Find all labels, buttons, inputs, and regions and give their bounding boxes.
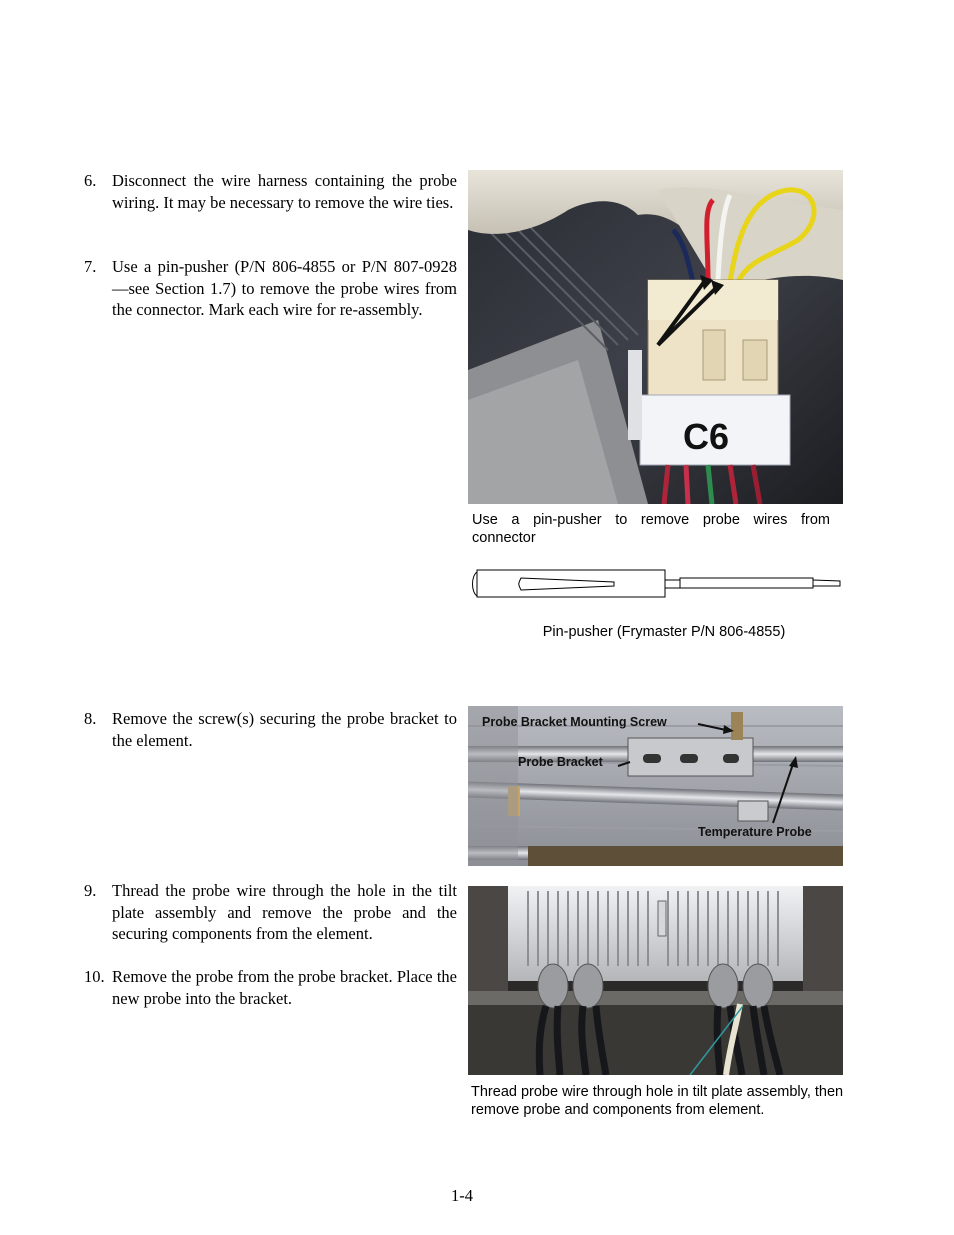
step-text: Remove the screw(s) securing the probe bracket to the element. (112, 709, 457, 750)
page-number: 1-4 (451, 1186, 473, 1205)
step-8 (84, 708, 457, 751)
step-9 (84, 880, 457, 945)
step-6 (84, 170, 457, 213)
probe-bracket-label: Probe Bracket (518, 755, 603, 769)
connector-label: C6 (683, 416, 730, 457)
step-text: Disconnect the wire harness containing the probe wiring. It may be necessary to remove the wire ties. (112, 171, 457, 212)
step-text: Thread the probe wire through the hole in the tilt plate assembly and remove the probe and the securing components from the element. (112, 881, 457, 944)
step-number: 6. (84, 171, 97, 190)
pin-pusher-caption: Pin-pusher (Frymaster P/N 806-4855) (542, 624, 786, 640)
step-number: 8. (84, 709, 97, 728)
pin-pusher-drawing (466, 566, 844, 602)
probe-bracket-screw-label: Probe Bracket Mounting Screw (482, 715, 667, 729)
connector-photo (468, 170, 843, 504)
probe-bracket-photo (468, 706, 843, 866)
connector-caption: Use a pin-pusher to remove probe wires from connector (472, 512, 830, 546)
step-7 (84, 256, 457, 321)
step-number: 10. (84, 967, 105, 986)
tilt-plate-photo (468, 886, 843, 1075)
step-number: 9. (84, 881, 97, 900)
step-number: 7. (84, 257, 97, 276)
step-text: Remove the probe from the probe bracket. Place the new probe into the bracket. (112, 967, 457, 1008)
temperature-probe-label: Temperature Probe (698, 825, 812, 839)
step-text: Use a pin-pusher (P/N 806-4855 or P/N 807-0928—see Section 1.7) to remove the probe wires from the connector. Mark each wire for re-assembly. (112, 257, 457, 320)
tilt-plate-caption: Thread probe wire through hole in tilt plate assembly, then remove probe and components from element. (471, 1084, 844, 1118)
step-10 (84, 966, 457, 1009)
